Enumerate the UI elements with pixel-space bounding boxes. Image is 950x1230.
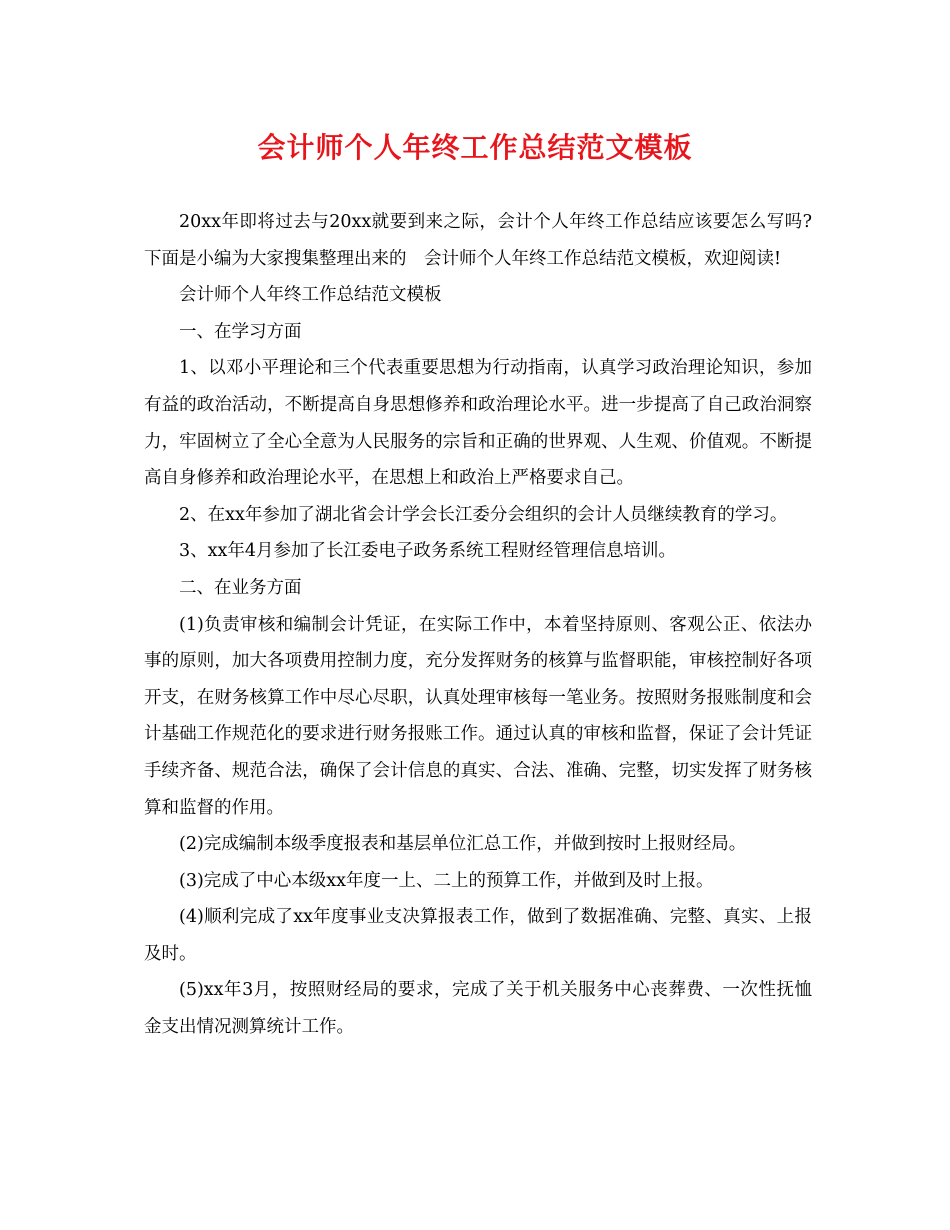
study-item-3: 3、xx年4月参加了长江委电子政务系统工程财经管理信息培训。 — [179, 541, 677, 562]
document-title: 会计师个人年终工作总结范文模板 — [257, 131, 693, 164]
section-heading-study: 一、在学习方面 — [179, 321, 302, 342]
study-item-1: 1、以邓小平理论和三个代表重要思想为行动指南，认真学习政治理论知识，参加有益的政治活动，不断提高自身思想修养和政治理论水平。进一步提高了自己政治洞察力，牢固树立了全心全意为人民服务的宗旨和正确的世界观、人生观、价值观。不断提高自身修养和政治理论水平，在思想上和政治上严格要求自己。 — [144, 358, 812, 489]
document-body — [144, 204, 812, 1046]
study-item-2: 2、在xx年参加了湖北省会计学会长江委分会组织的会计人员继续教育的学习。 — [179, 504, 788, 525]
business-item-3: (3)完成了中心本级xx年度一上、二上的预算工作，并做到及时上报。 — [179, 870, 714, 891]
business-item-2: (2)完成编制本级季度报表和基层单位汇总工作，并做到按时上报财经局。 — [179, 834, 747, 855]
intro-paragraph: 20xx年即将过去与20xx就要到来之际，会计个人年终工作总结应该要怎么写吗?下面是小编为大家搜集整理出来的 会计师个人年终工作总结范文模板，欢迎阅读! — [144, 212, 812, 269]
subtitle-paragraph: 会计师个人年终工作总结范文模板 — [179, 285, 442, 306]
business-item-4: (4)顺利完成了xx年度事业支决算报表工作，做到了数据准确、完整、真实、上报及时。 — [144, 907, 812, 964]
section-heading-business: 二、在业务方面 — [179, 577, 302, 598]
business-item-1: (1)负责审核和编制会计凭证，在实际工作中，本着坚持原则、客观公正、依法办事的原则，加大各项费用控制力度，充分发挥财务的核算与监督职能，审核控制好各项开支，在财务核算工作中尽心尽职，认真处理审核每一笔业务。按照财务报账制度和会计基础工作规范化的要求进行财务报账工作。通过认真的审核和监督，保证了会计凭证手续齐备、规范合法，确保了会计信息的真实、合法、准确、完整，切实发挥了财务核算和监督的作用。 — [144, 614, 812, 818]
business-item-5: (5)xx年3月，按照财经局的要求，完成了关于机关服务中心丧葬费、一次性抚恤金支出情况测算统计工作。 — [144, 980, 812, 1038]
